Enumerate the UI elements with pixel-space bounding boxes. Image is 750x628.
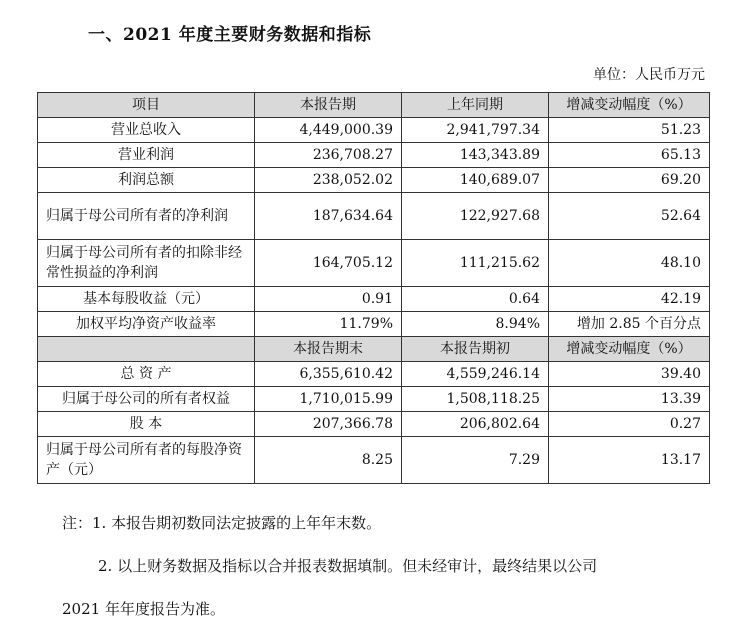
row-label: 股 本 (38, 412, 255, 437)
cell-previous: 111,215.62 (402, 240, 549, 287)
cell-previous: 140,689.07 (402, 168, 549, 193)
cell-previous: 2,941,797.34 (402, 118, 549, 143)
table-row (38, 362, 710, 387)
row-label: 基本每股收益（元） (38, 287, 255, 312)
cell-current: 187,634.64 (255, 193, 402, 240)
cell-begin: 4,559,246.14 (402, 362, 549, 387)
cell-change: 0.27 (549, 412, 710, 437)
row-label: 归属于母公司的所有者权益 (38, 387, 255, 412)
cell-current: 164,705.12 (255, 240, 402, 287)
row-label: 总 资 产 (38, 362, 255, 387)
cell-end: 6,355,610.42 (255, 362, 402, 387)
table-row (38, 287, 710, 312)
table-row (38, 168, 710, 193)
row-label: 利润总额 (38, 168, 255, 193)
cell-change: 51.23 (549, 118, 710, 143)
cell-end: 207,366.78 (255, 412, 402, 437)
cell-change: 42.19 (549, 287, 710, 312)
cell-current: 4,449,000.39 (255, 118, 402, 143)
cell-previous: 143,343.89 (402, 143, 549, 168)
row-label: 归属于母公司所有者的扣除非经常性损益的净利润 (38, 240, 255, 287)
table-row (38, 240, 710, 287)
note-2: 2. 以上财务数据及指标以合并报表数据填制。但未经审计，最终结果以公司 (98, 557, 598, 575)
cell-begin: 7.29 (402, 437, 549, 484)
table-row (38, 387, 710, 412)
cell-end: 8.25 (255, 437, 402, 484)
cell-change: 13.17 (549, 437, 710, 484)
section-title: 一、2021 年度主要财务数据和指标 (88, 25, 372, 45)
header-cell: 本报告期初 (402, 337, 549, 362)
table-row (38, 118, 710, 143)
cell-current: 0.91 (255, 287, 402, 312)
table-row (38, 437, 710, 484)
row-label: 归属于母公司所有者的净利润 (38, 193, 255, 240)
cell-current: 238,052.02 (255, 168, 402, 193)
cell-begin: 206,802.64 (402, 412, 549, 437)
cell-change: 13.39 (549, 387, 710, 412)
cell-change: 69.20 (549, 168, 710, 193)
cell-change: 52.64 (549, 193, 710, 240)
table-row (38, 412, 710, 437)
header-cell: 增减变动幅度（%） (549, 93, 710, 118)
financial-table (37, 92, 710, 484)
note-1: 注：1. 本报告期初数同法定披露的上年年末数。 (62, 514, 382, 532)
row-label: 归属于母公司所有者的每股净资产（元） (38, 437, 255, 484)
cell-previous: 8.94% (402, 312, 549, 337)
table-row (38, 312, 710, 337)
cell-begin: 1,508,118.25 (402, 387, 549, 412)
cell-end: 1,710,015.99 (255, 387, 402, 412)
note-3: 2021 年年度报告为准。 (62, 600, 225, 618)
header-cell: 增减变动幅度（%） (549, 337, 710, 362)
cell-current: 236,708.27 (255, 143, 402, 168)
cell-change: 增加 2.85 个百分点 (549, 312, 710, 337)
header-cell: 本报告期 (255, 93, 402, 118)
table-header-row (38, 93, 710, 118)
row-label: 营业总收入 (38, 118, 255, 143)
row-label: 营业利润 (38, 143, 255, 168)
cell-change: 65.13 (549, 143, 710, 168)
header-cell: 上年同期 (402, 93, 549, 118)
row-label: 加权平均净资产收益率 (38, 312, 255, 337)
table-subheader-row (38, 337, 710, 362)
cell-previous: 122,927.68 (402, 193, 549, 240)
cell-change: 39.40 (549, 362, 710, 387)
table-row (38, 143, 710, 168)
header-cell (38, 337, 255, 362)
table-row (38, 193, 710, 240)
header-cell: 本报告期末 (255, 337, 402, 362)
currency-unit: 单位：人民币万元 (593, 67, 705, 83)
header-cell: 项目 (38, 93, 255, 118)
cell-change: 48.10 (549, 240, 710, 287)
cell-current: 11.79% (255, 312, 402, 337)
cell-previous: 0.64 (402, 287, 549, 312)
